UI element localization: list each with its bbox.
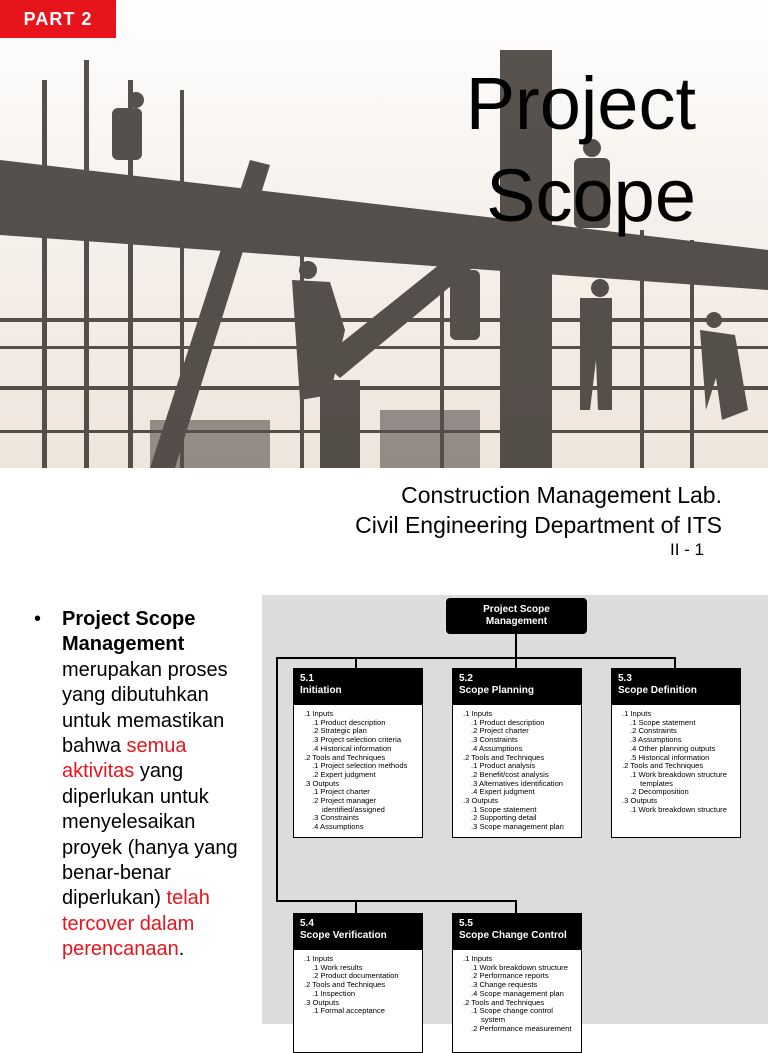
part-badge xyxy=(0,0,116,38)
affiliation-department: Civil Engineering Department of ITS xyxy=(355,512,722,538)
diagram-root-node xyxy=(446,598,587,634)
process-detail-line: .1 Inputs xyxy=(463,709,493,718)
process-detail-line: .3 Outputs xyxy=(463,796,499,806)
connector-line xyxy=(276,657,356,659)
process-detail-line: .1 Work breakdown structure xyxy=(630,769,727,779)
process-detail-line: .2 Performance measurement xyxy=(471,1023,572,1033)
bullet-term: Project Scope Management xyxy=(62,608,196,656)
affiliation xyxy=(355,480,722,540)
process-detail-line: .3 Outputs xyxy=(304,997,340,1007)
process-detail-line: .1 Work breakdown structure xyxy=(630,804,727,814)
process-detail-line: .4 Scope management plan xyxy=(471,988,564,998)
scope-management-diagram xyxy=(262,595,768,1033)
process-detail-line: .3 Assumptions xyxy=(630,735,682,745)
affiliation-lab: Construction Management Lab. xyxy=(401,482,722,508)
process-detail-line: .3 Outputs xyxy=(622,796,658,806)
process-detail-line: .1 Product description xyxy=(471,717,545,727)
process-detail-line: .3 Change requests xyxy=(471,980,538,990)
process-detail-line: .1 Scope statement xyxy=(471,804,537,814)
process-detail-line: .4 Other planning outputs xyxy=(630,743,716,753)
process-node-header xyxy=(294,914,422,950)
process-detail-line: .1 Work results xyxy=(312,962,363,972)
process-title: Scope Definition xyxy=(618,685,697,696)
process-detail-line: .5 Historical information xyxy=(630,752,710,762)
process-node-header xyxy=(294,669,422,705)
process-detail-line: identified/assigned xyxy=(322,804,385,814)
title-line-1: Project xyxy=(465,62,696,145)
process-detail-line: .1 Product description xyxy=(312,717,386,727)
process-details xyxy=(294,950,422,1016)
process-detail-line: .3 Alternatives identification xyxy=(471,778,564,788)
connector-line xyxy=(276,657,278,901)
process-number: 5.1 xyxy=(300,673,314,684)
process-node xyxy=(452,668,582,838)
process-detail-line: .1 Inputs xyxy=(622,709,652,718)
process-detail-line: .2 Tools and Techniques xyxy=(463,752,545,762)
process-detail-line: .1 Project selection methods xyxy=(312,761,408,771)
process-detail-line: .2 Decomposition xyxy=(630,787,689,797)
connector-line xyxy=(515,634,517,658)
process-detail-line: .2 Tools and Techniques xyxy=(622,761,704,771)
process-detail-line: .2 Project charter xyxy=(471,726,529,736)
process-detail-line: .2 Tools and Techniques xyxy=(304,980,386,990)
process-detail-line: .4 Assumptions xyxy=(312,822,364,832)
process-detail-line: .1 Inputs xyxy=(463,954,493,963)
process-detail-line: .1 Product analysis xyxy=(471,761,536,771)
process-number: 5.2 xyxy=(459,673,473,684)
process-detail-line: templates xyxy=(640,778,673,788)
bullet-icon: • xyxy=(34,608,42,630)
process-details xyxy=(294,705,422,832)
process-node xyxy=(293,913,423,1053)
process-number: 5.3 xyxy=(618,673,632,684)
process-detail-line: .2 Product documentation xyxy=(312,971,399,981)
process-detail-line: .3 Project selection criteria xyxy=(312,735,402,745)
process-number: 5.4 xyxy=(300,918,314,929)
process-detail-line: .1 Project charter xyxy=(312,787,370,797)
process-node xyxy=(293,668,423,838)
process-detail-line: .1 Inspection xyxy=(312,988,356,998)
process-title: Scope Planning xyxy=(459,685,535,696)
process-detail-line: .2 Constraints xyxy=(630,726,677,736)
bullet-highlight-2: telah tercover dalam perencanaan xyxy=(62,887,210,961)
process-detail-line: system xyxy=(481,1014,506,1024)
slide-title xyxy=(466,58,696,242)
process-number: 5.5 xyxy=(459,918,473,929)
process-detail-line: .3 Outputs xyxy=(304,778,340,788)
process-detail-line: .3 Scope management plan xyxy=(471,822,564,832)
bullet-text-2: yang diperlukan untuk menyelesaikan proyek (hanya yang benar-benar diperlukan) xyxy=(62,760,238,910)
root-line-1: Project Scope xyxy=(483,604,550,615)
bullet-point xyxy=(34,607,259,963)
process-node xyxy=(611,668,741,838)
process-detail-line: .1 Scope change control xyxy=(471,1006,553,1016)
process-details xyxy=(612,705,740,814)
process-details xyxy=(453,705,581,832)
process-detail-line: .4 Assumptions xyxy=(471,743,523,753)
process-detail-line: .3 Constraints xyxy=(471,735,518,745)
process-detail-line: .1 Inputs xyxy=(304,954,334,963)
process-node xyxy=(452,913,582,1053)
connector-line xyxy=(276,900,516,902)
slide-number: II - 1 xyxy=(669,540,704,559)
process-detail-line: .1 Work breakdown structure xyxy=(471,962,568,972)
bullet-text-1: merupakan proses yang dibutuhkan untuk memastikan bahwa xyxy=(62,658,228,758)
process-detail-line: .1 Formal acceptance xyxy=(312,1006,386,1016)
process-detail-line: .2 Tools and Techniques xyxy=(304,752,386,762)
process-title: Scope Verification xyxy=(300,930,387,941)
bullet-highlight-1: semua aktivitas xyxy=(62,735,187,783)
process-detail-line: .3 Constraints xyxy=(312,813,359,823)
process-node-header xyxy=(612,669,740,705)
process-detail-line: .2 Project manager xyxy=(312,796,377,806)
root-line-2: Management xyxy=(485,616,548,627)
process-detail-line: .2 Supporting detail xyxy=(471,813,537,823)
process-title: Initiation xyxy=(300,685,342,696)
process-detail-line: .2 Strategic plan xyxy=(312,726,367,736)
process-detail-line: .1 Scope statement xyxy=(630,717,696,727)
process-title: Scope Change Control xyxy=(459,930,567,941)
process-detail-line: .2 Performance reports xyxy=(471,971,549,981)
title-line-2: Scope xyxy=(486,154,696,237)
process-detail-line: .1 Inputs xyxy=(304,709,334,718)
process-node-header xyxy=(453,914,581,950)
part-badge-label: PART 2 xyxy=(23,8,93,29)
process-detail-line: .2 Tools and Techniques xyxy=(463,997,545,1007)
process-detail-line: .2 Expert judgment xyxy=(312,769,376,779)
connector-line xyxy=(355,900,357,914)
bullet-text-3: . xyxy=(178,938,185,961)
bullet-text xyxy=(62,607,259,963)
process-detail-line: .4 Expert judgment xyxy=(471,787,535,797)
connector-line xyxy=(515,900,517,914)
process-node-header xyxy=(453,669,581,705)
process-detail-line: .2 Benefit/cost analysis xyxy=(471,769,549,779)
process-detail-line: .4 Historical information xyxy=(312,743,392,753)
process-details xyxy=(453,950,581,1033)
